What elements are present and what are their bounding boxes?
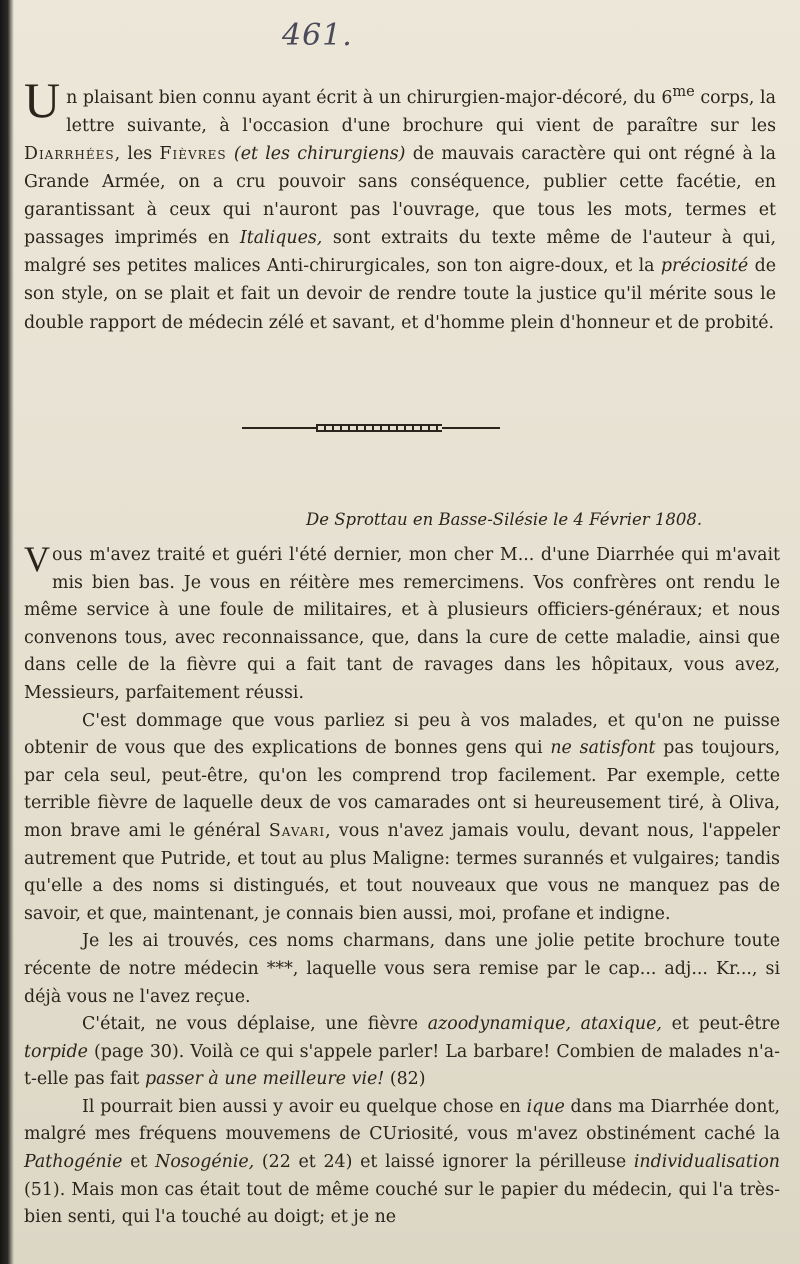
- handwritten-page-number: 461.: [282, 18, 353, 53]
- letter-italic: Pathogénie: [24, 1152, 123, 1173]
- intro-paragraph: [24, 72, 777, 337]
- letter-italic: ne satisfont: [550, 738, 656, 759]
- intro-text: corps, la lettre suivante, à l'occasion d'une brochure qui vient de paraître sur les: [66, 87, 776, 136]
- page-binding-edge: [0, 0, 14, 1264]
- intro-text: de son style, on se plait et fait un devoir de rendre toute la justice qu'il mérite sous le double rapport de médecin zélé et savant, et d'homme plein d'honneur et de probité.: [24, 256, 777, 333]
- letter-paragraph: [24, 1011, 780, 1094]
- letter-text: pas toujours, par cela seul, peut-être, qu'on les comprend trop facilement. Par exemple, cette terrible fièvre de laquelle deux de vos camarades ont si heureusement tiré, à Oliva, mon brave ami le général: [24, 738, 781, 841]
- letter-paragraph: [24, 539, 780, 708]
- divider-ornament: [316, 424, 442, 432]
- letter-text: et peut-être: [661, 1014, 780, 1035]
- letter-text: (page 30). Voilà ce qui s'appele parler! La barbare! Combien de malades n'a-t-elle pas fait: [24, 1041, 780, 1090]
- ornamental-divider: [242, 424, 500, 432]
- intro-text: , les: [114, 143, 160, 164]
- letter-text: ous m'avez traité et guéri l'été dernier, mon cher M... d'une Diarrhée qui m'avait mis bien bas. Je vous en réitère mes remercimens. Vos confrères ont rendu le même service à une foule de militaires, et à plusieurs officiers-généraux; et nous convenons tous, avec reconnaissance, que, dans la cure de cette maladie, ainsi que dans celle de la fièvre qui a fait tant de ravages dans les hôpitaux, vous avez, Messieurs, parfaitement réussi.: [24, 545, 780, 703]
- letter-paragraph: [24, 708, 780, 929]
- letter-paragraph: Je les ai trouvés, ces noms charmans, dans une jolie petite brochure toute récente de notre médecin ***, laquelle vous sera remise par le cap... adj... Kr..., si déjà vous ne l'avez reçue.: [24, 931, 780, 1007]
- letter-dateline: De Sprottau en Basse-Silésie le 4 Février 1808.: [306, 510, 703, 529]
- intro-text: de mauvais caractère qui ont régné à la Grande Armée, on a cru pouvoir sans conséquence, publier cette facétie, en garantissant à ceux qui n'auront pas l'ouvrage, que tous les mots, termes et passages imprimés en: [24, 143, 776, 249]
- intro-italic: (et les chirurgiens): [233, 143, 406, 164]
- letter-text: (22 et 24) et laissé ignorer la périlleuse: [254, 1152, 634, 1173]
- letter-text: , vous n'avez jamais voulu, devant nous, l'appeler autrement que Putride, et tout au plus Maligne: termes surannés et vulgaires; tandis qu'elle a des noms si distingués, et tout nouveaux que vous ne manquez pas de savoir, et que, maintenant, je connais bien aussi, moi, profane et indigne.: [24, 820, 780, 924]
- letter-italic: Nosogénie,: [155, 1152, 255, 1173]
- letter-italic: passer à une meilleure vie!: [144, 1069, 385, 1090]
- intro-italic: Italiques,: [239, 228, 323, 249]
- intro-small-caps: Diarrhées: [24, 143, 115, 164]
- divider-rule-left: [242, 427, 316, 429]
- intro-text: sont extraits du texte même de l'auteur à qui, malgré ses petites malices Anti-chirurgicales, son ton aigre-doux, et la: [24, 228, 776, 277]
- letter-text: C'était, ne vous déplaise, une fièvre: [82, 1014, 428, 1035]
- intro-text: [227, 144, 234, 164]
- intro-text: n plaisant bien connu ayant écrit à un chirurgien-major-décoré, du 6: [66, 87, 673, 108]
- divider-rule-right: [442, 427, 500, 429]
- letter-text: (82): [384, 1069, 426, 1090]
- letter-body: [24, 539, 781, 1232]
- intro-italic: préciosité: [660, 256, 749, 277]
- intro-small-caps: Fièvres: [159, 143, 227, 164]
- letter-text: (51). Mais mon cas était tout de même couché sur le papier du médecin, qui l'a très-bien senti, qui l'a touché au doigt; et je ne: [24, 1179, 780, 1228]
- letter-text: Il pourrait bien aussi y avoir eu quelque chose en: [82, 1096, 527, 1117]
- letter-small-caps: Savari: [268, 820, 326, 841]
- letter-italic: torpide: [24, 1041, 88, 1062]
- intro-drop-cap: U: [24, 72, 61, 128]
- letter-italic: azoodynamique, ataxique,: [427, 1014, 662, 1035]
- letter-text: dans ma Diarrhée dont, malgré mes fréquens mouvemens de CUriosité, vous m'avez obstinément caché la: [24, 1096, 780, 1145]
- intro-superscript: me: [672, 84, 695, 100]
- letter-text: C'est dommage que vous parliez si peu à vos malades, et qu'on ne puisse obtenir de vous que des explications de bonnes gens qui: [24, 710, 780, 759]
- letter-drop-cap: V: [24, 539, 50, 579]
- letter-text: et: [122, 1152, 156, 1173]
- letter-paragraph: [24, 1094, 780, 1232]
- letter-italic: ique: [526, 1096, 565, 1117]
- letter-italic: individualisation: [633, 1152, 780, 1173]
